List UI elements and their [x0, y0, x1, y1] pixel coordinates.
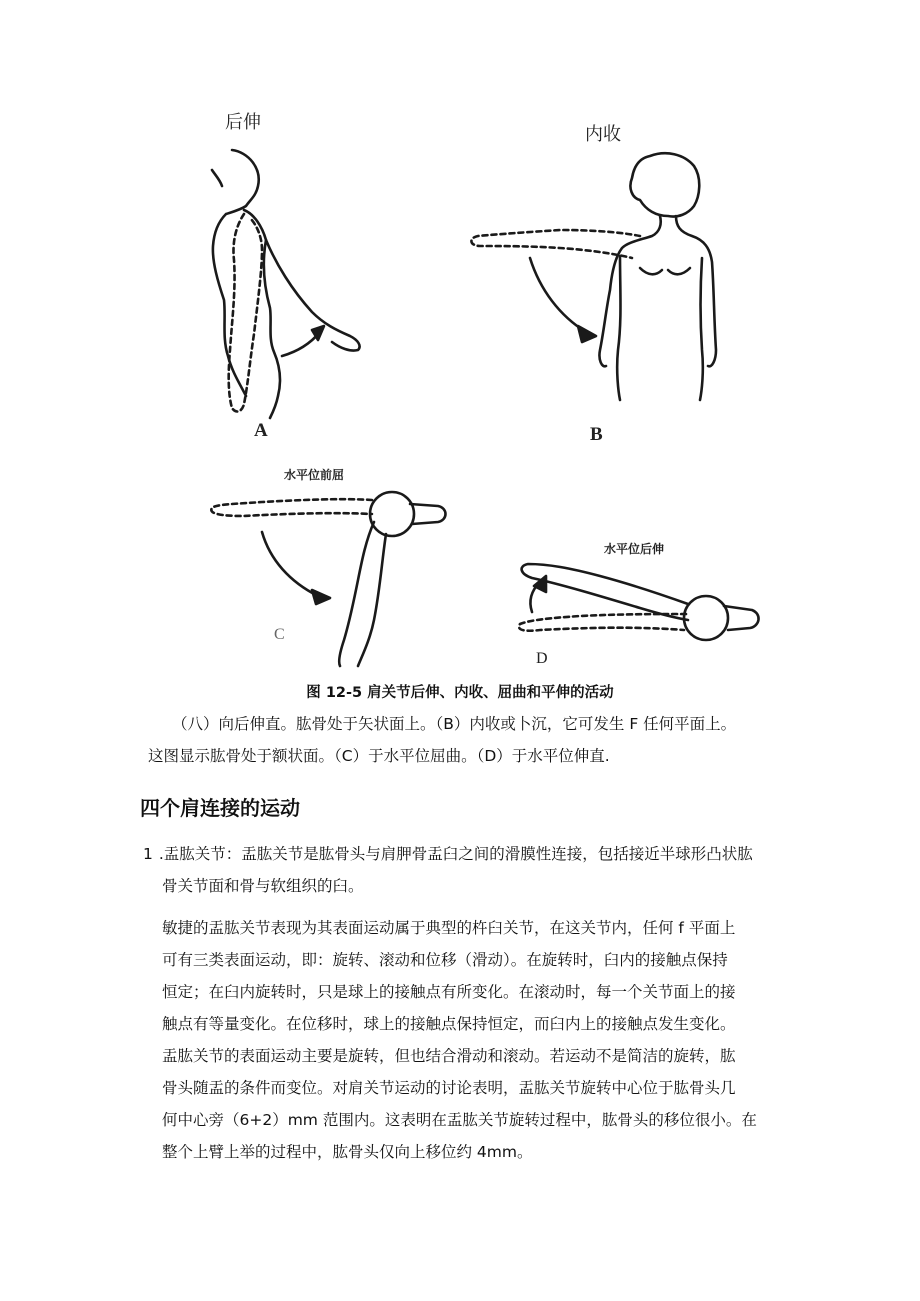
- panel-c-drawing: [211, 492, 445, 666]
- panel-label-b: B: [590, 424, 603, 445]
- label-adduction: 内收: [585, 124, 621, 145]
- paragraph-line: 盂肱关节的表面运动主要是旋转，但也结合滑动和滚动。若运动不是简洁的旋转，肱: [162, 1047, 736, 1065]
- label-horizontal-extension: 水平位后伸: [604, 542, 665, 556]
- panel-label-d: D: [536, 650, 548, 667]
- paragraph-line: 触点有等量变化。在位移时，球上的接触点保持恒定，而臼内上的接触点发生变化。: [162, 1015, 736, 1033]
- panel-b-drawing: [471, 153, 716, 400]
- item-1-line-1: .盂肱关节：盂肱关节是肱骨头与肩胛骨盂臼之间的滑膜性连接，包括接近半球形凸状肱: [158, 845, 753, 863]
- caption-text-line-2: 这图显示肱骨处于额状面。（C）于水平位屈曲。（D）于水平位伸直.: [148, 747, 610, 765]
- paragraph-line: 何中心旁（6+2）mm 范围内。这表明在盂肱关节旋转过程中，肱骨头的移位很小。在: [162, 1111, 757, 1129]
- panel-a-drawing: [212, 150, 360, 418]
- figure-caption: 图 12-5 肩关节后伸、内收、屈曲和平伸的活动: [306, 685, 614, 701]
- paragraph-line: 可有三类表面运动，即：旋转、滚动和位移（滑动）。在旋转时，臼内的接触点保持: [162, 951, 728, 969]
- panel-label-c: C: [274, 626, 285, 643]
- label-horizontal-flexion: 水平位前屈: [284, 468, 345, 482]
- panel-d-drawing: [519, 564, 759, 640]
- paragraph-line: 敏捷的盂肱关节表现为其表面运动属于典型的杵臼关节，在这关节内，任何 f 平面上: [162, 919, 736, 937]
- item-1-line-2: 骨关节面和骨与软组织的臼。: [162, 877, 364, 895]
- paragraph-line: 整个上臂上举的过程中，肱骨头仅向上移位约 4mm。: [162, 1143, 533, 1161]
- item-1: [143, 838, 753, 870]
- panel-label-a: A: [254, 420, 268, 441]
- body-paragraph: [162, 912, 757, 1168]
- caption-text-line-1: （八）向后伸直。肱骨处于矢状面上。（B）内收或卜沉，它可发生 F 任何平面上。: [172, 715, 737, 733]
- paragraph-line: 恒定；在臼内旋转时，只是球上的接触点有所变化。在滚动时，每一个关节面上的接: [162, 983, 736, 1001]
- section-heading: 四个肩连接的运动: [140, 796, 300, 820]
- paragraph-line: 骨头随盂的条件而变位。对肩关节运动的讨论表明，盂肱关节旋转中心位于肱骨头几: [162, 1079, 736, 1097]
- item-1-number: 1: [143, 845, 153, 863]
- label-extension: 后伸: [225, 112, 261, 133]
